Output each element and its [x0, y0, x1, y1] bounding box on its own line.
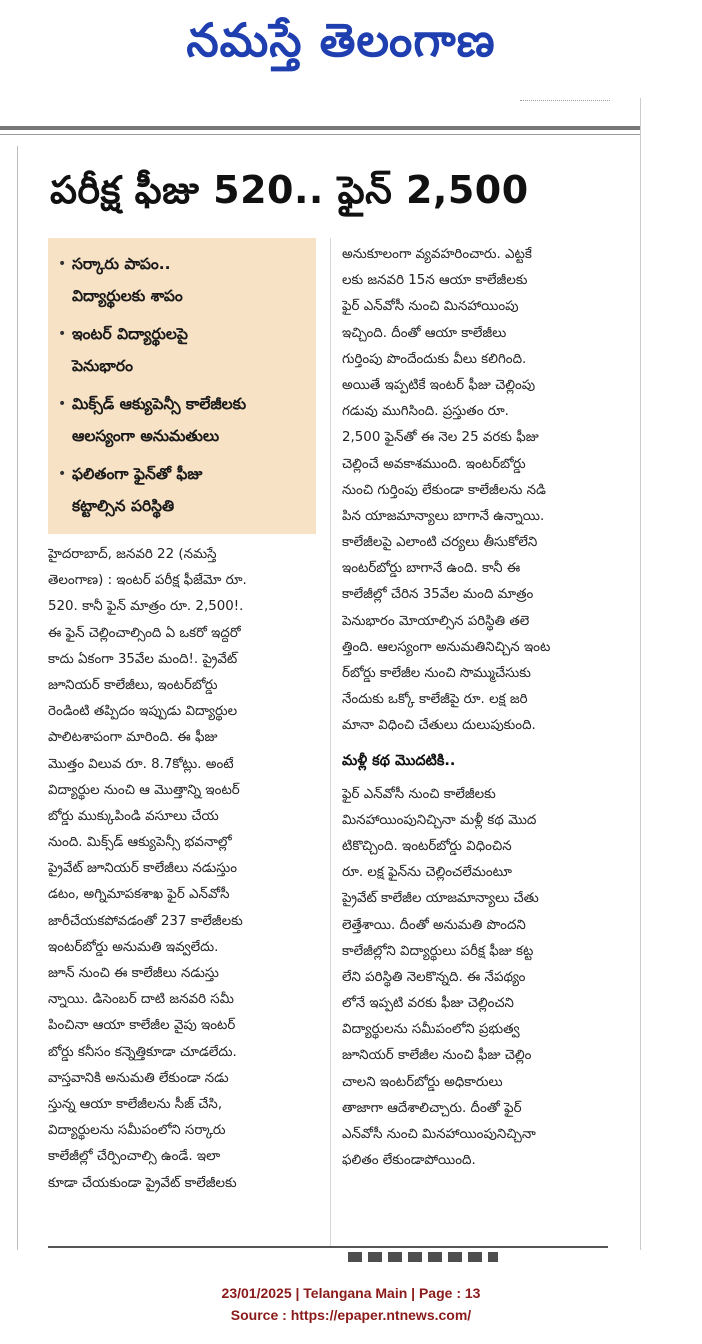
- article-text-line: మొత్తం విలువ రూ. 8.7కోట్లు. అంటే: [48, 756, 234, 772]
- article-text-line: ఫైర్ ఎన్‌వోసీ నుంచి కాలేజీలకు: [342, 786, 496, 802]
- article-text-line: తాజాగా ఆదేశాలిచ్చారు. దీంతో ఫైర్: [342, 1100, 522, 1116]
- article-text-line: నేందుకు ఒక్కో కాలేజీపై రూ. లక్ష జరి: [342, 692, 528, 708]
- page-right-border: [640, 98, 641, 1250]
- article-text-line: విద్యార్థుల నుంచి ఆ మొత్తాన్ని ఇంటర్: [48, 782, 240, 798]
- article-text-line: టికొచ్చింది. ఇంటర్‌బోర్డు విధించిన: [342, 838, 512, 854]
- article-text-line: జూన్ నుంచి ఈ కాలేజీలు నడుస్తు: [48, 966, 219, 981]
- masthead: [0, 0, 702, 92]
- highlight-text: [72, 388, 246, 452]
- next-article-heading-fragment: [348, 1252, 498, 1262]
- article-text-line: కాలేజీల్లో చేరిన 35వేల మంది మాత్రం: [342, 587, 534, 603]
- article-text-line: త్తింది. ఆలస్యంగా అనుమతినిచ్చిన ఇంట: [342, 639, 551, 655]
- article-text-line: అయితే ఇప్పటికే ఇంటర్ ఫీజు చెల్లింపు: [342, 377, 536, 393]
- page-left-border: [17, 146, 18, 1250]
- article-text-line: గడువు ముగిసింది. ప్రస్తుతం రూ.: [342, 404, 509, 420]
- article-text-line: తెలంగాణ) : ఇంటర్ పరీక్ష ఫీజేమో రూ.: [48, 573, 247, 589]
- masthead-dotted-line: [520, 100, 610, 103]
- article-text-line: పిన యాజమాన్యాలు బాగానే ఉన్నాయి.: [342, 508, 545, 524]
- article-text-line: బోర్డు ముక్కుపిండి వసూలు చేయ: [48, 808, 219, 824]
- bullet-icon: •: [58, 256, 67, 272]
- article-text-line: మానా విధించి చేతులు దులుపుకుంది.: [342, 718, 536, 734]
- article-text-line: చాలని ఇంటర్‌బోర్డు అధికారులు: [342, 1074, 503, 1090]
- article-text-line: మినహాయింపునిచ్చినా మళ్లీ కథ మొద: [342, 812, 537, 828]
- article-text-line: చెల్లించే అవకాశముంది. ఇంటర్‌బోర్డు: [342, 456, 526, 472]
- article-text-line: 520. కానీ ఫైన్ మాత్రం రూ. 2,500!.: [48, 599, 244, 615]
- highlights-box: [48, 238, 316, 534]
- article-text-line: ఫలితం లేకుండాపోయింది.: [342, 1153, 476, 1169]
- column-divider: [330, 238, 331, 1246]
- highlight-line: విద్యార్థులకు శాపం: [72, 287, 183, 305]
- highlight-line: ఇంటర్ విద్యార్థులపై: [72, 325, 188, 343]
- article-text-line: లకు జనవరి 15న ఆయా కాలేజీలకు: [342, 273, 528, 289]
- article-text-line: లెత్తేశాయి. దీంతో అనుమతి పొందని: [342, 917, 526, 933]
- highlight-item: [58, 388, 308, 452]
- article-text-line: హైదరాబాద్, జనవరి 22 (నమస్తే: [48, 547, 217, 562]
- article-text-line: అనుకూలంగా వ్యవహరించారు. ఎట్టకే: [342, 247, 532, 262]
- article-text-line: కూడా చేయకుండా ప్రైవేట్ కాలేజీలకు: [48, 1175, 237, 1191]
- article-text-line: రూ. లక్ష ఫైన్‌ను చెల్లించలేమంటూ: [342, 865, 512, 881]
- article-text-line: స్తున్న ఆయా కాలేజీలను సీజ్ చేసి,: [48, 1096, 223, 1112]
- article-text-line: న్నాయి. డిసెంబర్ దాటి జనవరి సమీ: [48, 992, 234, 1008]
- highlight-item: [58, 318, 308, 382]
- bullet-icon: •: [58, 466, 67, 482]
- footer-source: Source : https://epaper.ntnews.com/: [230, 1307, 472, 1323]
- article-text-line: కాలేజీల్లోని విద్యార్థులు పరీక్ష ఫీజు కట్ట: [342, 943, 534, 959]
- subheading: మళ్లీ కథ మొదటికి..: [342, 752, 456, 769]
- article-text-line: లోనే ఇప్పటి వరకు ఫీజు చెల్లించని: [342, 996, 514, 1012]
- article-text-line: విద్యార్థులను సమీపంలోని ప్రభుత్వ: [342, 1022, 520, 1038]
- article-text-line: లేని పరిస్థితి నెలకొన్నది. ఈ నేపథ్యం: [342, 969, 526, 985]
- article-text-line: పాలిటశాపంగా మారింది. ఈ ఫీజు: [48, 730, 218, 746]
- article-left-column: [48, 542, 318, 1197]
- article-text-line: ర్‌బోర్డు కాలేజీల నుంచి సొమ్ముచేసుకు: [342, 666, 531, 681]
- highlight-line: ఫలితంగా ఫైన్‌తో ఫీజు: [72, 465, 203, 483]
- article-text-line: జూనియర్ కాలేజీలు, ఇంటర్‌బోర్డు: [48, 677, 218, 693]
- article-text-line: జారీచేయకపోవడంతో 237 కాలేజీలకు: [48, 913, 243, 929]
- bullet-icon: •: [58, 326, 67, 342]
- bullet-icon: •: [58, 396, 67, 412]
- highlight-line: ఆలస్యంగా అనుమతులు: [72, 427, 220, 445]
- article-right-column: [342, 242, 618, 1174]
- article-text-line: ప్రైవేట్ కాలేజీల యాజమాన్యాలు చేతు: [342, 891, 539, 907]
- highlight-text: [72, 458, 202, 522]
- page-footer: [0, 1282, 702, 1326]
- highlight-item: [58, 248, 308, 312]
- article-text-line: డటం, అగ్నిమాపకశాఖ ఫైర్ ఎన్‌వోసీ: [48, 887, 230, 903]
- article-text-line: గుర్తింపు పొందేందుకు వీలు కలిగింది.: [342, 351, 527, 367]
- highlight-line: మిక్స్‌డ్ ఆక్యుపెన్సీ కాలేజీలకు: [72, 395, 247, 413]
- article-text-line: ఇచ్చింది. దీంతో ఆయా కాలేజీలు: [342, 325, 507, 341]
- masthead-rule: [0, 126, 640, 130]
- highlight-line: సర్కారు పాపం..: [72, 255, 171, 273]
- article-text-line: బోర్డు కనీసం కన్నెత్తికూడా చూడలేదు.: [48, 1044, 237, 1060]
- article-text-line: పెనుభారం మోయాల్సిన పరిస్థితి తలె: [342, 613, 530, 629]
- masthead-title: నమస్తే తెలంగాణ: [186, 13, 496, 67]
- highlight-line: పెనుభారం: [72, 357, 133, 375]
- footer-date-page: 23/01/2025 | Telangana Main | Page : 13: [221, 1285, 481, 1301]
- article-text-line: ఫైర్ ఎన్‌వోసీ నుంచి మినహాయింపు: [342, 299, 519, 315]
- article-text-line: ఈ ఫైన్ చెల్లించాల్సింది ఏ ఒకరో ఇద్దరో: [48, 625, 241, 641]
- article-headline: పరీక్ష ఫీజు 520.. ఫైన్ 2,500: [50, 168, 529, 212]
- article-text-line: నుంచి గుర్తింపు లేకుండా కాలేజీలను నడి: [342, 482, 546, 498]
- article-text-line: కాదు ఏకంగా 35వేల మంది!. ప్రైవేట్: [48, 651, 238, 667]
- masthead-rule-thin: [0, 134, 640, 135]
- article-text-line: ఇంటర్‌బోర్డు బాగానే ఉంది. కానీ ఈ: [342, 561, 521, 577]
- article-end-rule: [48, 1246, 608, 1248]
- article-text-line: కాలేజీలపై ఎలాంటి చర్యలు తీసుకోలేని: [342, 535, 538, 551]
- article-text-line: జూనియర్ కాలేజీల నుంచి ఫీజు చెల్లిం: [342, 1048, 532, 1064]
- article-text-line: నుంది. మిక్స్‌డ్ ఆక్యుపెన్సీ భవనాల్లో: [48, 835, 232, 851]
- article-text-line: కాలేజీల్లో చేర్పించాల్సి ఉండే. ఇలా: [48, 1149, 221, 1165]
- article-text-line: 2,500 ఫైన్‌తో ఈ నెల 25 వరకు ఫీజు: [342, 430, 539, 446]
- article-text-line: రెండింటి తప్పిదం ఇప్పుడు విద్యార్థుల: [48, 704, 238, 720]
- article-text-line: ఎన్‌వోసీ నుంచి మినహాయింపునిచ్చినా: [342, 1127, 536, 1142]
- highlight-item: [58, 458, 308, 522]
- article-text-line: పించినా ఆయా కాలేజీల వైపు ఇంటర్: [48, 1018, 236, 1034]
- highlight-text: [72, 248, 183, 312]
- highlight-text: [72, 318, 188, 382]
- highlight-line: కట్టాల్సిన పరిస్థితి: [72, 497, 175, 515]
- article-text-line: ప్రైవేట్ జూనియర్ కాలేజీలు నడుస్తుం: [48, 861, 238, 877]
- article-text-line: విద్యార్థులను సమీపంలోని సర్కారు: [48, 1123, 226, 1139]
- article-text-line: వాస్తవానికి అనుమతి లేకుండా నడు: [48, 1070, 229, 1086]
- article-text-line: ఇంటర్‌బోర్డు అనుమతి ఇవ్వలేదు.: [48, 939, 219, 955]
